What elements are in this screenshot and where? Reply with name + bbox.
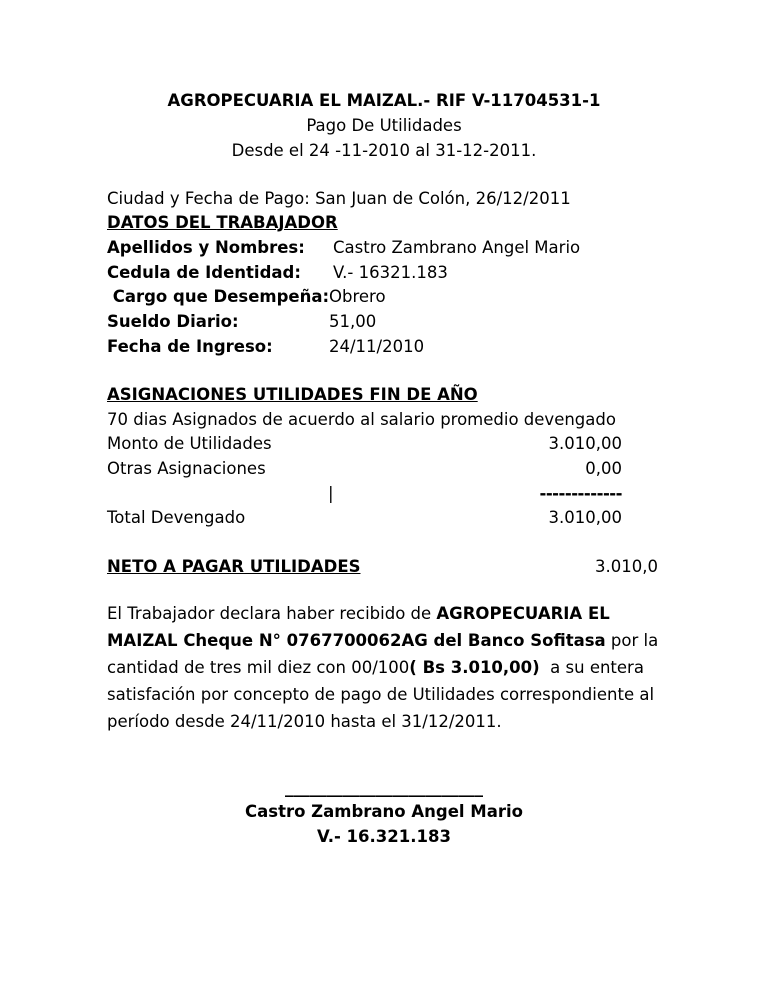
declaration-paragraph [107,600,667,735]
signature-id: V.- 16.321.183 [317,827,451,846]
sum-dashes: ------------- [539,484,622,503]
name-value: Castro Zambrano Angel Mario [333,238,581,257]
hire-date-label: Fecha de Ingreso: [107,337,273,356]
declaration-part1: El Trabajador declara haber recibido de [107,604,437,623]
position-label: Cargo que Desempeña: [107,287,330,306]
amount-label: Monto de Utilidades [107,434,272,453]
assignments-note: 70 dias Asignados de acuerdo al salario promedio devengado [107,410,616,429]
bar-mark: | [328,484,334,503]
salary-label: Sueldo Diario: [107,312,239,331]
net-pay-label: NETO A PAGAR UTILIDADES [107,557,361,576]
name-label: Apellidos y Nombres: [107,238,305,257]
declaration-part2: por la cantidad de tres mil diez con 00/100 [107,631,659,677]
assignments-section-title: ASIGNACIONES UTILIDADES FIN DE AÑO [107,385,478,404]
other-value: 0,00 [585,459,622,478]
declaration-part3: a su entera satisfación por concepto de pago de Utilidades correspondiente al período desde 24/11/2010 hasta el 31/12/2011. [107,658,660,731]
hire-date-value: 24/11/2010 [329,337,425,356]
declaration-company-cheque: AGROPECUARIA EL MAIZAL Cheque N° 0767700062AG del Banco Sofitasa [107,604,610,650]
net-pay-value: 3.010,0 [595,557,658,576]
total-label: Total Devengado [107,508,246,527]
worker-section-title: DATOS DEL TRABAJADOR [107,213,338,232]
signature-name: Castro Zambrano Angel Mario [245,802,523,821]
other-label: Otras Asignaciones [107,459,266,478]
declaration-amount: ( Bs 3.010,00) [409,658,540,677]
company-rif-title: AGROPECUARIA EL MAIZAL.- RIF V-11704531-1 [167,91,601,110]
position-value: Obrero [329,287,386,306]
document-subtitle: Pago De Utilidades [306,116,462,135]
period-line: Desde el 24 -11-2010 al 31-12-2011. [231,141,537,160]
total-value: 3.010,00 [548,508,622,527]
signature-line: ________________________ [285,778,483,797]
id-label: Cedula de Identidad: [107,263,301,282]
amount-value: 3.010,00 [548,434,622,453]
payment-place-date: Ciudad y Fecha de Pago: San Juan de Colón, 26/12/2011 [107,189,571,208]
salary-value: 51,00 [329,312,377,331]
id-value: V.- 16321.183 [333,263,448,282]
